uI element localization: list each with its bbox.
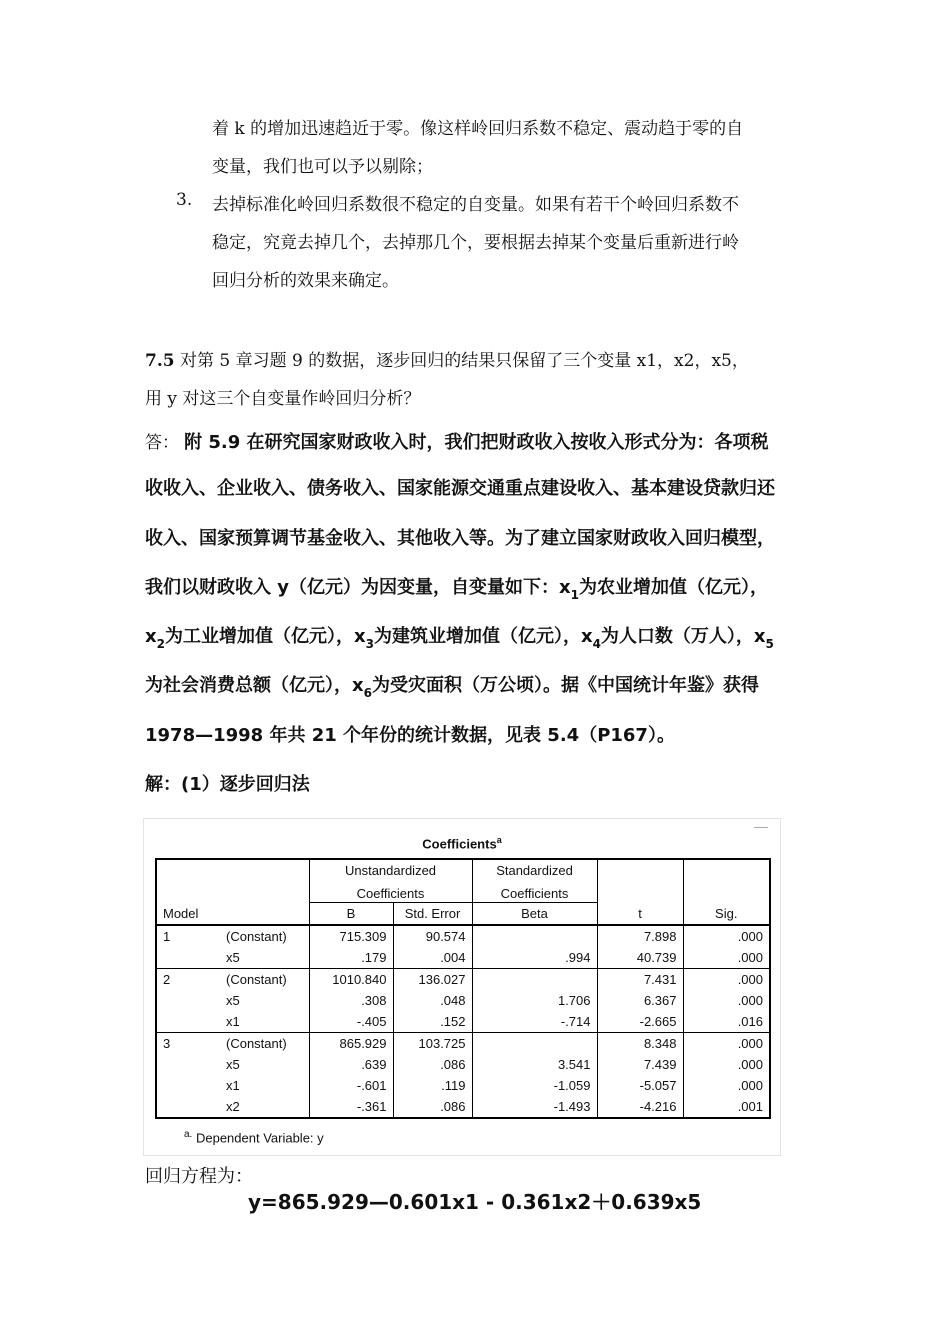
answer-line-text: 为社会消费总额（亿元），x: [145, 675, 364, 696]
coef-beta: -1.059: [472, 1075, 597, 1096]
model-number: [156, 1096, 220, 1118]
header-unstandardized: Unstandardized: [309, 859, 472, 881]
coef-t: -5.057: [597, 1075, 683, 1096]
variable-name: x1: [220, 1075, 309, 1096]
text-line: 着 k 的增加迅速趋近于零。像这样岭回归系数不稳定、震动趋于零的自: [212, 119, 744, 139]
panel-dash-icon: [754, 827, 768, 828]
coefficients-table-panel: [143, 818, 781, 1156]
coef-beta: -.714: [472, 1011, 597, 1033]
coef-b: -.601: [309, 1075, 393, 1096]
coefficients-table: [155, 858, 771, 1119]
list-number: 3.: [176, 190, 193, 210]
coef-beta: -1.493: [472, 1096, 597, 1118]
coef-b: .308: [309, 990, 393, 1011]
coef-sig: .000: [683, 990, 770, 1011]
model-number: 2: [156, 968, 220, 990]
coef-b: 865.929: [309, 1032, 393, 1054]
answer-label: 答：: [145, 433, 179, 453]
answer-text: 附 5.9 在研究国家财政收入时，我们把财政收入按收入形式分为：各项税: [184, 432, 769, 453]
answer-line-text: 为农业增加值（亿元），: [578, 577, 768, 598]
table-row: [156, 990, 770, 1011]
model-number: 3: [156, 1032, 220, 1054]
table-row: [156, 968, 770, 990]
coef-std-error: 90.574: [393, 925, 472, 947]
table-caption: [144, 835, 780, 851]
variable-name: x5: [220, 1054, 309, 1075]
subscript: 4: [592, 637, 601, 651]
coef-b: .639: [309, 1054, 393, 1075]
coef-sig: .000: [683, 968, 770, 990]
answer-line-text: 为人口数（万人），x: [600, 626, 766, 647]
question-number: 7.5: [145, 351, 175, 371]
subscript: 6: [363, 686, 372, 700]
variable-name: x5: [220, 990, 309, 1011]
subscript: 1: [570, 588, 579, 602]
header-t: t: [597, 902, 683, 925]
coef-beta: [472, 968, 597, 990]
coef-std-error: .119: [393, 1075, 472, 1096]
coef-std-error: .004: [393, 947, 472, 969]
model-number: [156, 990, 220, 1011]
coef-sig: .016: [683, 1011, 770, 1033]
model-number: [156, 1075, 220, 1096]
answer-line: [145, 622, 774, 651]
coef-std-error: .086: [393, 1054, 472, 1075]
coef-sig: .000: [683, 1054, 770, 1075]
subscript: 5: [765, 637, 774, 651]
variable-name: x5: [220, 947, 309, 969]
answer-line: [145, 573, 768, 602]
model-number: [156, 1054, 220, 1075]
solution-heading: 解：(1）逐步回归法: [145, 774, 310, 795]
answer-line-text: 为建筑业增加值（亿元），x: [373, 626, 593, 647]
model-number: 1: [156, 925, 220, 947]
coef-t: 7.439: [597, 1054, 683, 1075]
coef-std-error: 136.027: [393, 968, 472, 990]
header-standardized: Standardized: [472, 859, 597, 881]
coef-beta: [472, 925, 597, 947]
table-footnote: [184, 1129, 324, 1145]
header-coefficients-std: Coefficients: [472, 881, 597, 902]
table-row: [156, 1075, 770, 1096]
coef-beta: 1.706: [472, 990, 597, 1011]
answer-paragraph-1: [145, 428, 769, 454]
coef-std-error: .152: [393, 1011, 472, 1033]
variable-name: x1: [220, 1011, 309, 1033]
model-number: [156, 947, 220, 969]
text-line: 回归分析的效果来确定。: [212, 271, 399, 291]
coef-std-error: .048: [393, 990, 472, 1011]
coef-b: .179: [309, 947, 393, 969]
coef-std-error: 103.725: [393, 1032, 472, 1054]
coef-beta: .994: [472, 947, 597, 969]
table-caption-text: Coefficients: [422, 836, 497, 852]
header-sig: Sig.: [683, 902, 770, 925]
text-line: 去掉标准化岭回归系数很不稳定的自变量。如果有若干个岭回归系数不: [212, 195, 739, 215]
caption-superscript: a: [496, 835, 502, 845]
coef-t: 7.898: [597, 925, 683, 947]
coef-t: -4.216: [597, 1096, 683, 1118]
header-b: B: [309, 902, 393, 925]
coef-t: 40.739: [597, 947, 683, 969]
model-number: [156, 1011, 220, 1033]
answer-line-text: 为工业增加值（亿元），x: [164, 626, 366, 647]
header-beta: Beta: [472, 902, 597, 925]
table-row: [156, 947, 770, 969]
table-row: [156, 925, 770, 947]
subscript: 3: [365, 637, 374, 651]
coef-sig: .000: [683, 1075, 770, 1096]
question-text: 对第 5 章习题 9 的数据，逐步回归的结果只保留了三个变量 x1，x2，x5，: [179, 351, 749, 371]
header-std-error: Std. Error: [393, 902, 472, 925]
coef-b: -.361: [309, 1096, 393, 1118]
coef-b: 1010.840: [309, 968, 393, 990]
coef-t: 7.431: [597, 968, 683, 990]
answer-line-text: 我们以财政收入 y（亿元）为因变量，自变量如下：x: [145, 577, 571, 598]
question-line-2: 用 y 对这三个自变量作岭回归分析？: [145, 389, 421, 409]
equation-label: 回归方程为：: [145, 1166, 253, 1187]
table-row: [156, 1054, 770, 1075]
table-row: [156, 1096, 770, 1118]
variable-name: (Constant): [220, 925, 309, 947]
footnote-marker: a.: [184, 1129, 193, 1140]
header-coefficients: Coefficients: [309, 881, 472, 902]
answer-line: [145, 671, 759, 700]
variable-name: x2: [220, 1096, 309, 1118]
coef-sig: .001: [683, 1096, 770, 1118]
answer-line-text: 为受灾面积（万公顷）。据《中国统计年鉴》获得: [371, 675, 759, 696]
header-model: Model: [156, 902, 309, 925]
coef-sig: .000: [683, 925, 770, 947]
variable: x: [145, 626, 157, 647]
answer-line: 收收入、企业收入、债务收入、国家能源交通重点建设收入、基本建设贷款归还: [145, 478, 775, 499]
variable-name: (Constant): [220, 1032, 309, 1054]
coef-beta: [472, 1032, 597, 1054]
answer-line: 收入、国家预算调节基金收入、其他收入等。为了建立国家财政收入回归模型，: [145, 528, 775, 549]
subscript: 2: [156, 637, 165, 651]
question: [145, 346, 749, 371]
coef-b: 715.309: [309, 925, 393, 947]
coef-t: 6.367: [597, 990, 683, 1011]
regression-equation: y=865.929—0.601x1 - 0.361x2＋0.639x5: [248, 1190, 702, 1214]
coef-std-error: .086: [393, 1096, 472, 1118]
coef-b: -.405: [309, 1011, 393, 1033]
coef-beta: 3.541: [472, 1054, 597, 1075]
coef-t: 8.348: [597, 1032, 683, 1054]
table-row: [156, 1032, 770, 1054]
coef-t: -2.665: [597, 1011, 683, 1033]
answer-line: 1978—1998 年共 21 个年份的统计数据，见表 5.4（P167）。: [145, 725, 675, 746]
coef-sig: .000: [683, 947, 770, 969]
footnote-text: Dependent Variable: y: [195, 1130, 324, 1146]
variable-name: (Constant): [220, 968, 309, 990]
text-line: 变量，我们也可以予以剔除；: [212, 157, 433, 177]
coef-sig: .000: [683, 1032, 770, 1054]
table-row: [156, 1011, 770, 1033]
text-line: 稳定，究竟去掉几个，去掉那几个，要根据去掉某个变量后重新进行岭: [212, 233, 739, 253]
